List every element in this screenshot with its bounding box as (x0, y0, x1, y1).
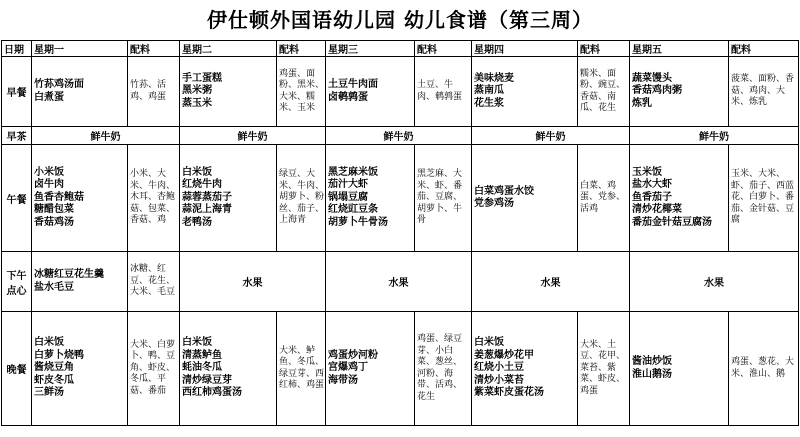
lunch-wednesday-dishes (326, 145, 415, 252)
dinner-row (2, 312, 799, 426)
breakfast-wednesday-ingredients: 土豆、牛肉、鹌鹑蛋 (415, 57, 472, 127)
dinner-monday-ingredients: 大米、白萝卜、鸭、豆角、虾皮、冬瓜、平菇、番茄 (128, 312, 180, 426)
header-row (2, 41, 799, 57)
dish: 炼乳 (632, 97, 652, 109)
row-label-breakfast: 早餐 (2, 57, 32, 127)
dish: 紫菜虾皮蛋花汤 (474, 387, 544, 399)
dish: 糖醋包菜 (34, 204, 74, 216)
dish: 香菇鸡汤 (34, 216, 74, 228)
header-friday: 星期五 (630, 41, 729, 57)
breakfast-wednesday-dishes (326, 57, 415, 127)
dish: 盐水大虾 (632, 179, 672, 191)
dish: 竹荪鸡汤面 (34, 79, 84, 90)
dish: 海带汤 (328, 374, 358, 386)
header-ingredients: 配料 (415, 41, 472, 57)
dish: 鱼香杏鲍菇 (34, 191, 84, 203)
dish: 蒸南瓜 (474, 85, 504, 97)
dinner-tuesday-ingredients: 大米、鲈鱼、冬瓜、绿豆芽、西红柿、鸡蛋 (277, 312, 326, 426)
dish: 红烧小土豆 (474, 362, 524, 374)
breakfast-thursday-ingredients: 糯米、面粉、豌豆、香菇、南瓜、花生 (578, 57, 630, 127)
dish: 番茄金针菇豆腐汤 (632, 216, 712, 228)
dish: 白煮蛋 (34, 91, 64, 103)
row-label-dinner: 晚餐 (2, 312, 32, 426)
dish: 盐水毛豆 (34, 281, 74, 293)
lunch-monday-ingredients: 小米、大米、牛肉、木耳、杏鲍菇、包菜、香菇、鸡 (128, 145, 180, 252)
dinner-wednesday-dishes (326, 312, 415, 426)
lunch-monday-dishes (32, 145, 128, 252)
header-thursday: 星期四 (472, 41, 578, 57)
dish: 红烧牛肉 (182, 179, 222, 191)
dish: 香菇鸡肉粥 (632, 85, 682, 97)
snack-monday-dishes (32, 252, 128, 312)
snack-monday-ingredients: 冰糖、红豆、花生、大米、毛豆 (128, 252, 180, 312)
dish: 鸡蛋炒河粉 (328, 349, 378, 361)
dinner-friday-ingredients: 鸡蛋、葱花、大米、淮山、鹅 (729, 312, 799, 426)
dish: 三鲜汤 (34, 387, 64, 399)
dish: 黑米粥 (182, 85, 212, 97)
dinner-monday-dishes (32, 312, 128, 426)
dish: 姜葱爆炒花甲 (474, 349, 534, 361)
breakfast-thursday-dishes (472, 57, 578, 127)
dish: 冰糖红豆花生羹 (34, 269, 104, 280)
lunch-thursday-dishes (472, 145, 578, 252)
row-label-morning-tea: 早茶 (2, 127, 32, 145)
lunch-thursday-ingredients: 白菜、鸡蛋、党参、活鸡 (578, 145, 630, 252)
weekly-menu-table (1, 40, 799, 426)
header-ingredients: 配料 (578, 41, 630, 57)
lunch-tuesday-ingredients: 绿豆、大米、牛肉、胡萝卜、粉丝、茄子、上海青 (277, 145, 326, 252)
dish: 白米饭 (474, 337, 504, 349)
dish: 蒜蓉蒸茄子 (182, 191, 232, 203)
breakfast-friday-ingredients: 菠菜、面粉、香菇、鸡肉、大米、炼乳 (729, 57, 799, 127)
dish: 蒜泥上海青 (182, 204, 232, 216)
dish: 土豆牛肉面 (328, 79, 378, 90)
dish: 茄汁大虾 (328, 179, 368, 191)
lunch-row (2, 145, 799, 252)
breakfast-tuesday-dishes (180, 57, 277, 127)
dish: 西红柿鸡蛋汤 (182, 387, 242, 399)
breakfast-friday-dishes (630, 57, 729, 127)
dish: 红烧豇豆条 (328, 204, 378, 216)
dish: 美味烧麦 (474, 72, 514, 84)
dish: 宫爆鸡丁 (328, 362, 368, 374)
dish: 蒸玉米 (182, 97, 212, 109)
lunch-friday-dishes (630, 145, 729, 252)
row-label-lunch: 午餐 (2, 145, 32, 252)
header-date: 日期 (2, 41, 32, 57)
morning-tea-tuesday: 鲜牛奶 (180, 127, 326, 145)
lunch-friday-ingredients: 玉米、大米、虾、茄子、西蓝花、白萝卜、番茄、金针菇、豆腐 (729, 145, 799, 252)
dish: 手工蛋糕 (182, 72, 222, 84)
dinner-tuesday-dishes (180, 312, 277, 426)
morning-tea-row (2, 127, 799, 145)
breakfast-monday-ingredients: 竹荪、活鸡、鸡蛋 (128, 57, 180, 127)
row-label-snack: 下午点心 (2, 252, 32, 312)
breakfast-tuesday-ingredients: 鸡蛋、面粉、黑米、大米、糯米、玉米 (277, 57, 326, 127)
dish: 蚝油冬瓜 (182, 362, 222, 374)
dish: 酱油炒饭 (632, 356, 672, 367)
dish: 锅塌豆腐 (328, 191, 368, 203)
breakfast-row (2, 57, 799, 127)
header-tuesday: 星期二 (180, 41, 277, 57)
dish: 酱烧豆角 (34, 362, 74, 374)
dish: 小米饭 (34, 166, 64, 178)
header-monday: 星期一 (32, 41, 128, 57)
dish: 卤牛肉 (34, 179, 64, 191)
breakfast-monday-dishes (32, 57, 128, 127)
snack-thursday: 水果 (472, 252, 630, 312)
dinner-wednesday-ingredients: 鸡蛋、绿豆芽、小白菜、葱丝、河粉、海带、活鸡、花生 (415, 312, 472, 426)
dish: 花生浆 (474, 97, 504, 109)
dish: 白米饭 (182, 166, 212, 178)
dish: 清炒花椰菜 (632, 204, 682, 216)
header-ingredients: 配料 (128, 41, 180, 57)
header-ingredients: 配料 (729, 41, 799, 57)
morning-tea-thursday: 鲜牛奶 (472, 127, 630, 145)
dish: 胡萝卜牛骨汤 (328, 216, 388, 228)
dish: 白米饭 (34, 337, 64, 349)
dinner-friday-dishes (630, 312, 729, 426)
dish: 蔬菜馒头 (632, 72, 672, 84)
dish: 党参鸡汤 (474, 198, 514, 209)
snack-friday: 水果 (630, 252, 799, 312)
dish: 虾皮冬瓜 (34, 374, 74, 386)
morning-tea-friday: 鲜牛奶 (630, 127, 799, 145)
dish: 白米饭 (182, 337, 212, 349)
dish: 淮山鹅汤 (632, 368, 672, 380)
dish: 清炒小菜苔 (474, 374, 524, 386)
morning-tea-monday: 鲜牛奶 (32, 127, 180, 145)
dish: 玉米饭 (632, 166, 662, 178)
dish: 白菜鸡蛋水饺 (474, 185, 534, 197)
snack-wednesday: 水果 (326, 252, 472, 312)
dinner-thursday-dishes (472, 312, 578, 426)
header-wednesday: 星期三 (326, 41, 415, 57)
dish: 黑芝麻米饭 (328, 166, 378, 178)
page-title: 伊仕顿外国语幼儿园 幼儿食谱（第三周） (207, 8, 593, 32)
dish: 鱼香茄子 (632, 191, 672, 203)
header-ingredients: 配料 (277, 41, 326, 57)
dish: 清炒绿豆芽 (182, 374, 232, 386)
dish: 白萝卜烧鸭 (34, 349, 84, 361)
morning-tea-wednesday: 鲜牛奶 (326, 127, 472, 145)
lunch-tuesday-dishes (180, 145, 277, 252)
snack-tuesday: 水果 (180, 252, 326, 312)
dish: 卤鹌鹑蛋 (328, 91, 368, 103)
dish: 清蒸鲈鱼 (182, 349, 222, 361)
dinner-thursday-ingredients: 大米、土豆、花甲、菜苔、紫菜、虾皮、鸡蛋 (578, 312, 630, 426)
lunch-wednesday-ingredients: 黑芝麻、大米、虾、番茄、豆腐、胡萝卜、牛骨 (415, 145, 472, 252)
snack-row (2, 252, 799, 312)
dish: 老鸭汤 (182, 216, 212, 228)
